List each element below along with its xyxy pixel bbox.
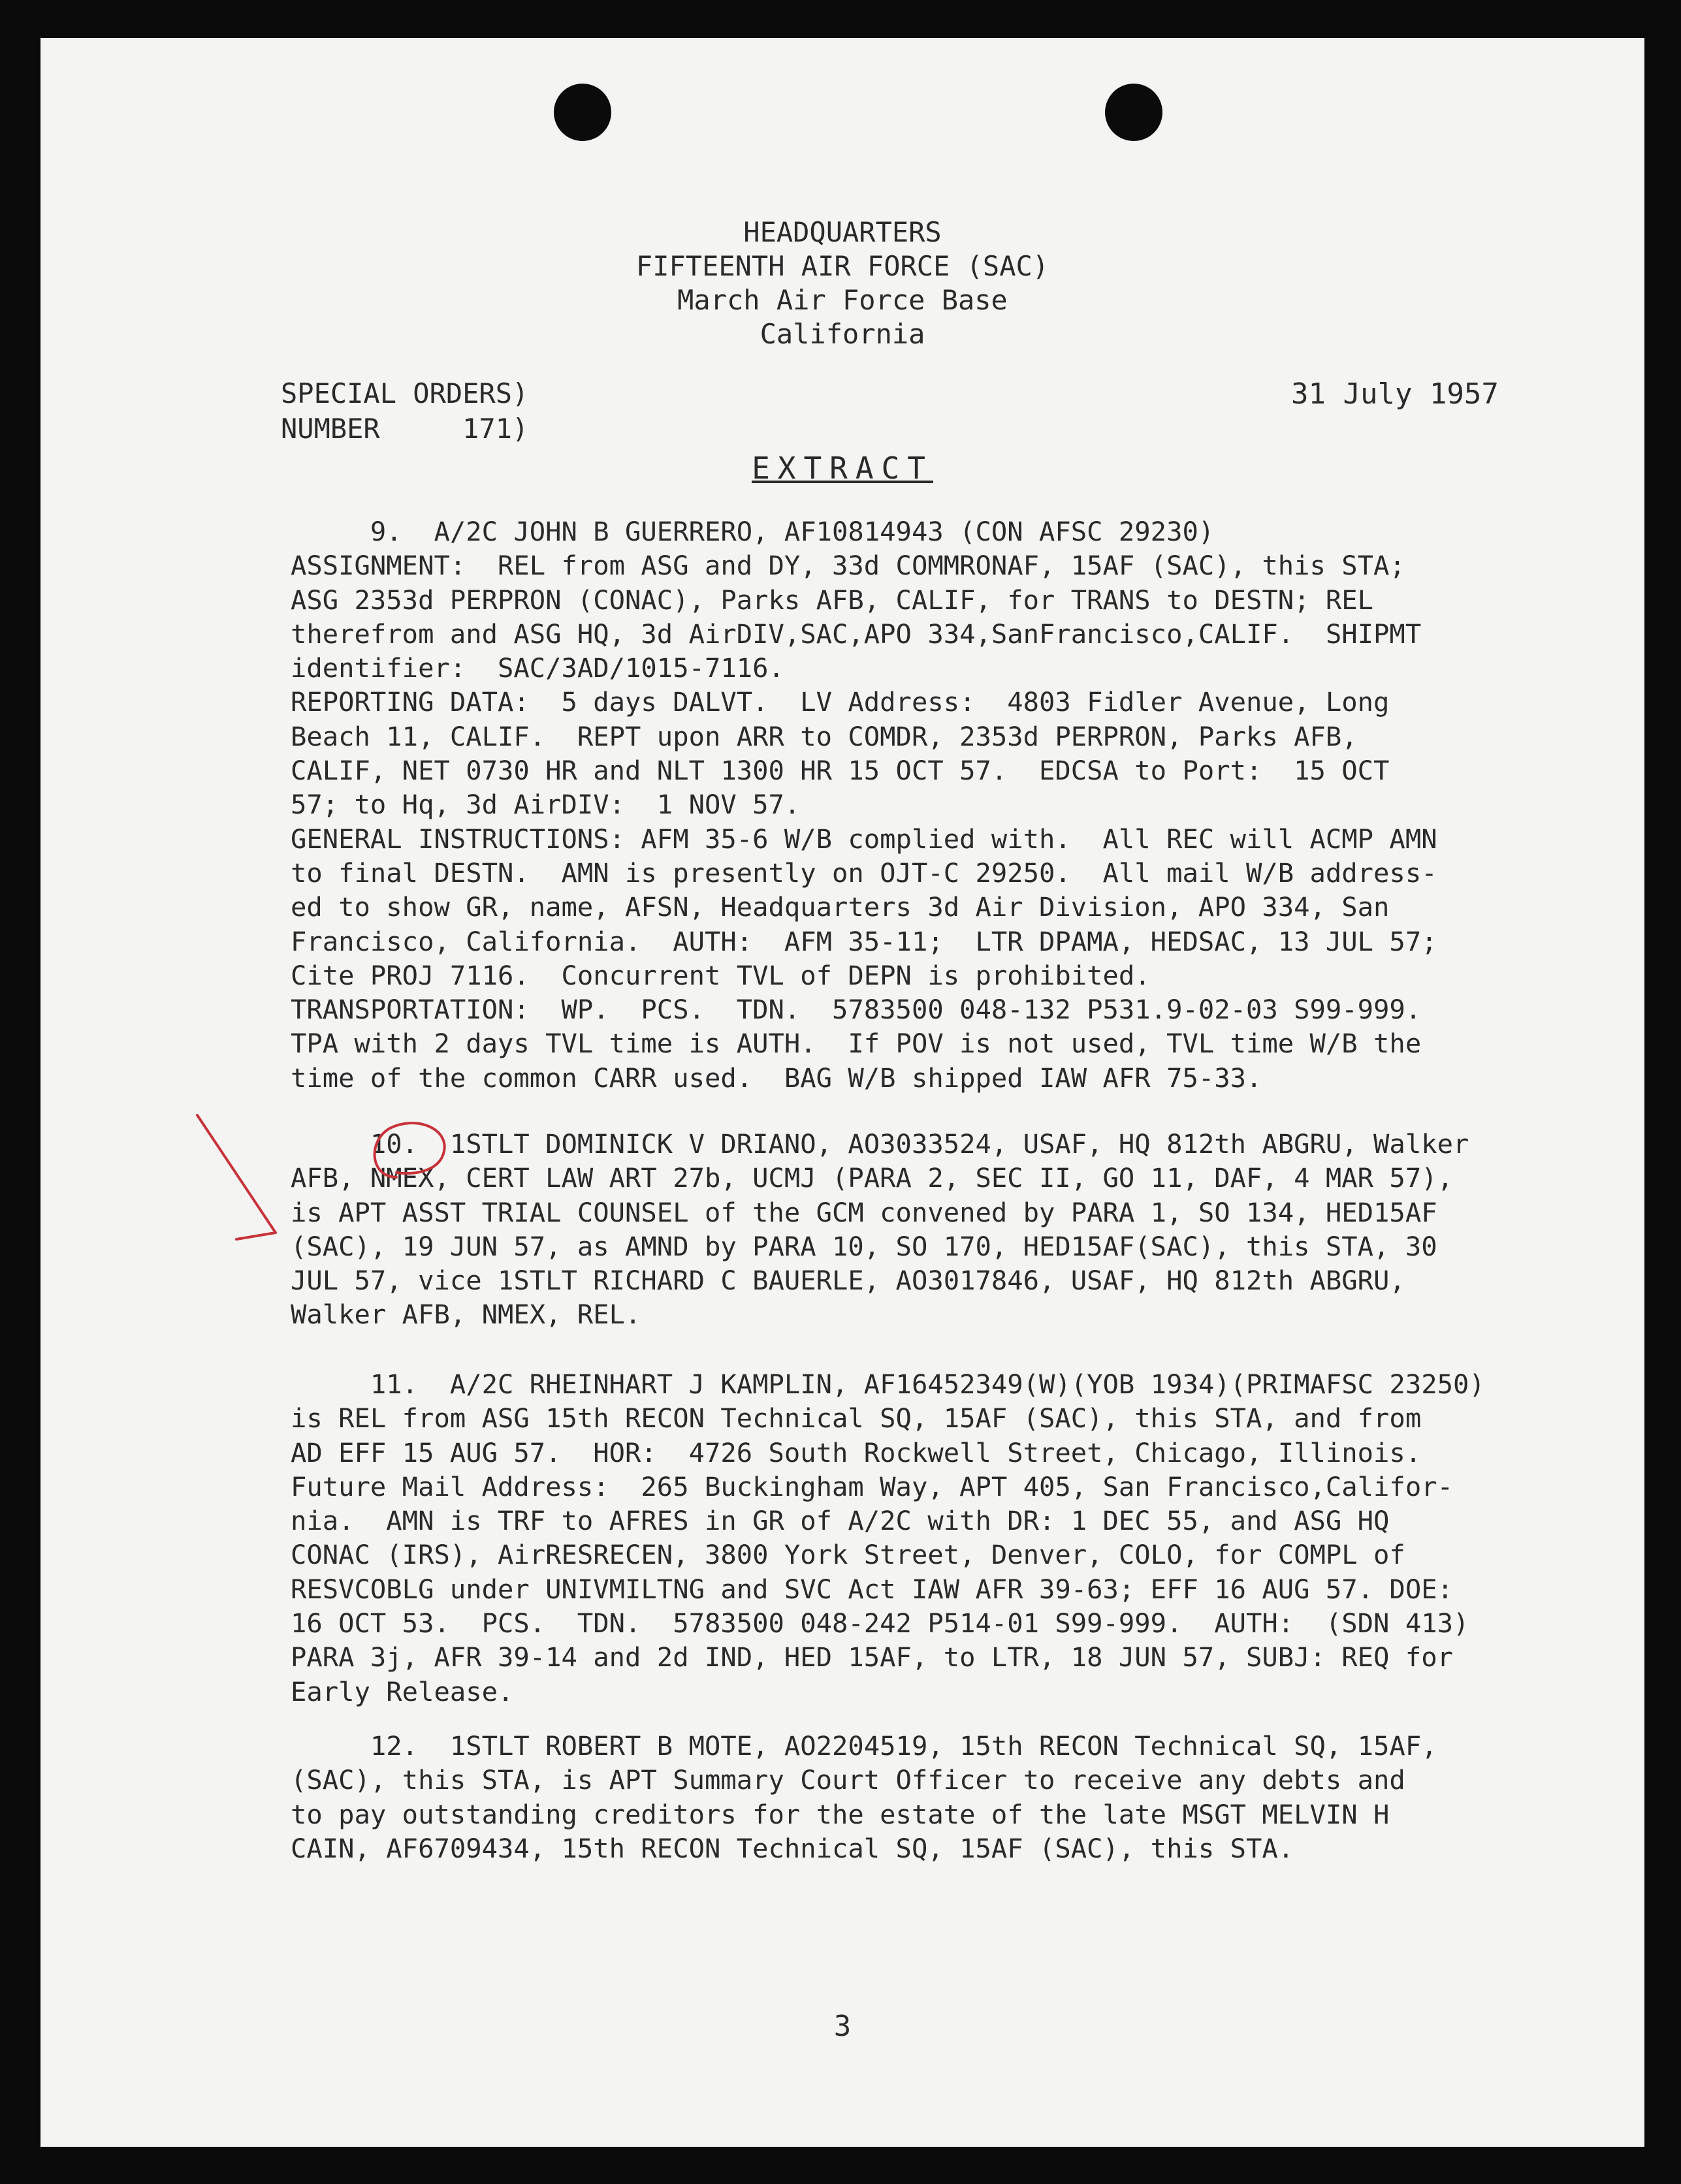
text-line: PARA 3j, AFR 39-14 and 2d IND, HED 15AF, to LTR, 18 JUN 57, SUBJ: REQ for	[291, 1641, 1453, 1673]
paragraph-9	[291, 514, 1584, 1095]
text-line: CONAC (IRS), AirRESRECEN, 3800 York Street, Denver, COLO, for COMPL of	[291, 1539, 1405, 1571]
text-line: (SAC), 19 JUN 57, as AMND by PARA 10, SO 170, HED15AF(SAC), this STA, 30	[291, 1230, 1437, 1262]
order-date: 31 July 1957	[1291, 377, 1499, 411]
paragraph-11	[291, 1367, 1584, 1709]
text-line: therefrom and ASG HQ, 3d AirDIV,SAC,APO 334,SanFrancisco,CALIF. SHIPMT	[291, 618, 1422, 650]
text-line: Future Mail Address: 265 Buckingham Way, APT 405, San Francisco,Califor-	[291, 1470, 1453, 1502]
text-line: Cite PROJ 7116. Concurrent TVL of DEPN is prohibited.	[291, 959, 1151, 991]
text-line: identifier: SAC/3AD/1015-7116.	[291, 652, 784, 684]
text-line: ASSIGNMENT: REL from ASG and DY, 33d COMMRONAF, 15AF (SAC), this STA;	[291, 550, 1405, 582]
header-line-4: California	[760, 318, 925, 350]
text-line: 9. A/2C JOHN B GUERRERO, AF10814943 (CON AFSC 29230)	[291, 516, 1215, 547]
red-circle-mark	[360, 1115, 458, 1187]
text-line: TRANSPORTATION: WP. PCS. TDN. 5783500 048-132 P531.9-02-03 S99-999.	[291, 994, 1422, 1026]
text-line: to final DESTN. AMN is presently on OJT-C 29250. All mail W/B address-	[291, 857, 1437, 889]
text-line: Beach 11, CALIF. REPT upon ARR to COMDR, 2353d PERPRON, Parks AFB,	[291, 720, 1358, 752]
order-number-label: NUMBER 171)	[281, 413, 529, 445]
text-line: time of the common CARR used. BAG W/B shipped IAW AFR 75-33.	[291, 1062, 1262, 1094]
text-line: AFB, NMEX, CERT LAW ART 27b, UCMJ (PARA 2, SEC II, GO 11, DAF, 4 MAR 57),	[291, 1162, 1453, 1194]
punch-hole-left	[554, 84, 611, 141]
text-line: is REL from ASG 15th RECON Technical SQ, 15AF (SAC), this STA, and from	[291, 1402, 1422, 1434]
text-line: ed to show GR, name, AFSN, Headquarters 3d Air Division, APO 334, San	[291, 891, 1390, 923]
page-number: 3	[833, 2010, 852, 2043]
header-line-3: March Air Force Base	[677, 284, 1008, 316]
text-line: 16 OCT 53. PCS. TDN. 5783500 048-242 P514-01 S99-999. AUTH: (SDN 413)	[291, 1607, 1469, 1639]
paragraph-12	[291, 1729, 1584, 1865]
document-page	[40, 38, 1644, 2147]
header-line-2: FIFTEENTH AIR FORCE (SAC)	[635, 250, 1049, 282]
special-orders-label: SPECIAL ORDERS)	[281, 377, 529, 409]
text-line: 10. 1STLT DOMINICK V DRIANO, AO3033524, USAF, HQ 812th ABGRU, Walker	[291, 1128, 1469, 1160]
text-line: nia. AMN is TRF to AFRES in GR of A/2C with DR: 1 DEC 55, and ASG HQ	[291, 1505, 1390, 1537]
paragraph-10	[291, 1127, 1584, 1332]
text-line: CAIN, AF6709434, 15th RECON Technical SQ, 15AF (SAC), this STA.	[291, 1832, 1294, 1864]
text-line: GENERAL INSTRUCTIONS: AFM 35-6 W/B complied with. All REC will ACMP AMN	[291, 823, 1437, 855]
text-line: JUL 57, vice 1STLT RICHARD C BAUERLE, AO3017846, USAF, HQ 812th ABGRU,	[291, 1265, 1405, 1297]
text-line: Early Release.	[291, 1675, 514, 1707]
header-line-1: HEADQUARTERS	[743, 216, 942, 248]
extract-title: EXTRACT	[752, 451, 933, 486]
text-line: ASG 2353d PERPRON (CONAC), Parks AFB, CALIF, for TRANS to DESTN; REL	[291, 584, 1374, 616]
punch-hole-right	[1105, 84, 1162, 141]
text-line: (SAC), this STA, is APT Summary Court Officer to receive any debts and	[291, 1764, 1405, 1796]
text-line: REPORTING DATA: 5 days DALVT. LV Address: 4803 Fidler Avenue, Long	[291, 686, 1390, 718]
text-line: TPA with 2 days TVL time is AUTH. If POV is not used, TVL time W/B the	[291, 1028, 1422, 1060]
text-line: Walker AFB, NMEX, REL.	[291, 1299, 641, 1331]
text-line: is APT ASST TRIAL COUNSEL of the GCM convened by PARA 1, SO 134, HED15AF	[291, 1196, 1437, 1228]
text-line: 57; to Hq, 3d AirDIV: 1 NOV 57.	[291, 789, 801, 821]
text-line: 11. A/2C RHEINHART J KAMPLIN, AF16452349(W)(YOB 1934)(PRIMAFSC 23250)	[291, 1369, 1485, 1400]
text-line: Francisco, California. AUTH: AFM 35-11; LTR DPAMA, HEDSAC, 13 JUL 57;	[291, 925, 1437, 957]
text-line: AD EFF 15 AUG 57. HOR: 4726 South Rockwell Street, Chicago, Illinois.	[291, 1436, 1422, 1468]
text-line: RESVCOBLG under UNIVMILTNG and SVC Act IAW AFR 39-63; EFF 16 AUG 57. DOE:	[291, 1573, 1453, 1605]
text-line: to pay outstanding creditors for the estate of the late MSGT MELVIN H	[291, 1798, 1390, 1830]
text-line: CALIF, NET 0730 HR and NLT 1300 HR 15 OCT 57. EDCSA to Port: 15 OCT	[291, 755, 1390, 787]
text-line: 12. 1STLT ROBERT B MOTE, AO2204519, 15th RECON Technical SQ, 15AF,	[291, 1730, 1437, 1762]
